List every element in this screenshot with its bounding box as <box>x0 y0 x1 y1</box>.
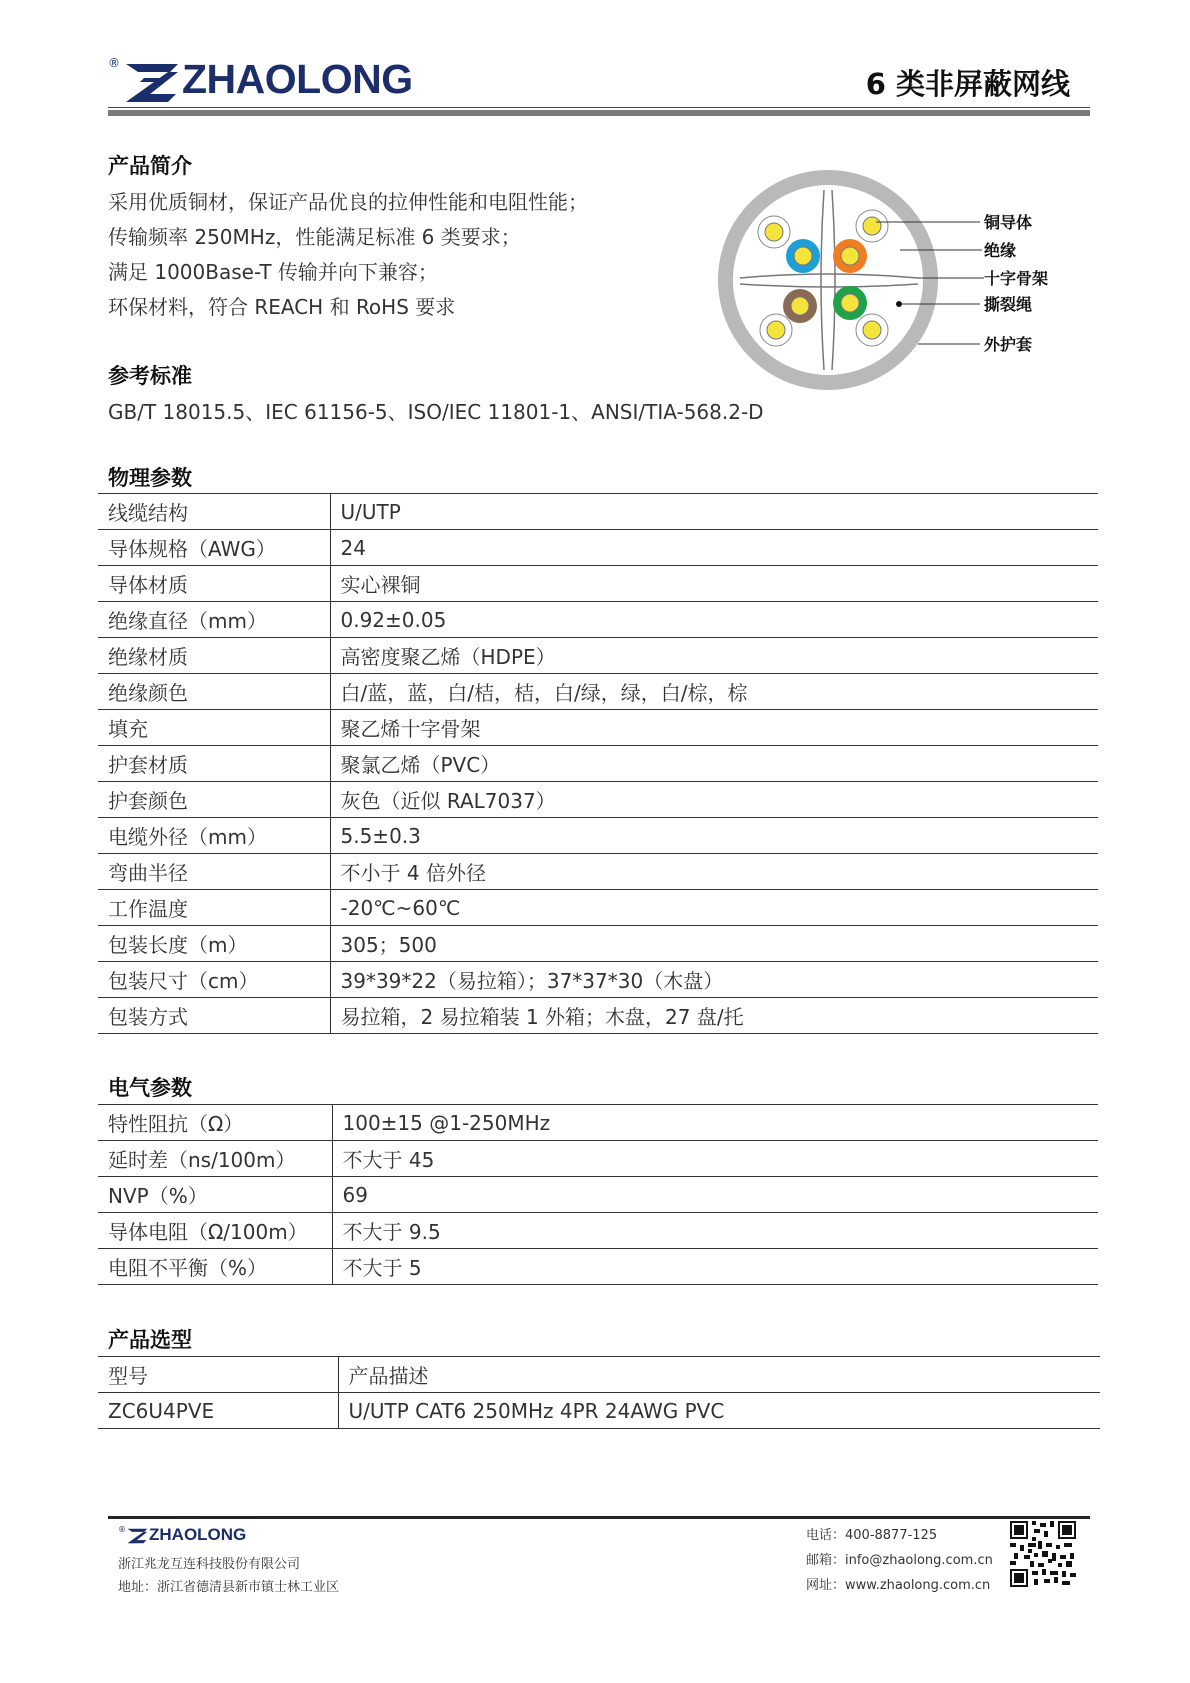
param-name-cell: 填充 <box>98 710 330 746</box>
param-name-cell: 工作温度 <box>98 890 330 926</box>
footer-email: 邮箱：info@zhaolong.com.cn <box>806 1553 993 1568</box>
selection-row <box>98 1393 1100 1429</box>
param-name-cell: 包装长度（m） <box>98 926 330 962</box>
footer-divider <box>108 1516 1090 1519</box>
param-name-cell: 绝缘颜色 <box>98 674 330 710</box>
param-value-cell: U/UTP CAT6 250MHz 4PR 24AWG PVC <box>338 1393 1100 1429</box>
document-title: 6 类非屏蔽网线 <box>865 67 1070 101</box>
physical-param-row <box>98 782 1098 818</box>
param-value-cell: 不小于 4 倍外径 <box>330 854 1098 890</box>
label-cross-filler: 十字骨架 <box>984 269 1049 288</box>
intro-line: 满足 1000Base-T 传输并向下兼容； <box>108 260 438 284</box>
param-value-cell: 不大于 45 <box>332 1141 1098 1177</box>
label-ripcord: 撕裂绳 <box>984 295 1033 314</box>
zhaolong-logo-icon <box>126 1528 148 1544</box>
ripcord-dot <box>896 301 902 307</box>
physical-params-table <box>98 493 1098 1034</box>
physical-param-row <box>98 566 1098 602</box>
physical-param-row <box>98 818 1098 854</box>
footer-brand: ZHAOLONG <box>149 1525 247 1544</box>
param-name-cell: 特性阻抗（Ω） <box>98 1105 332 1141</box>
qr-code-icon <box>1010 1521 1076 1587</box>
footer-phone: 电话：400-8877-125 <box>806 1528 938 1543</box>
param-name-cell: 护套材质 <box>98 746 330 782</box>
param-value-cell: 不大于 5 <box>332 1249 1098 1285</box>
param-name-cell: 线缆结构 <box>98 494 330 530</box>
footer-company: 浙江兆龙互连科技股份有限公司 <box>118 1557 301 1572</box>
physical-param-row <box>98 962 1098 998</box>
param-name-cell: 包装方式 <box>98 998 330 1034</box>
param-value-cell: 实心裸铜 <box>330 566 1098 602</box>
footer-logo <box>118 1524 246 1546</box>
intro-line: 环保材料，符合 REACH 和 RoHS 要求 <box>108 295 456 319</box>
physical-param-row <box>98 854 1098 890</box>
param-name-cell: 延时差（ns/100m） <box>98 1141 332 1177</box>
param-value-cell: 0.92±0.05 <box>330 602 1098 638</box>
param-name-cell: 电阻不平衡（%） <box>98 1249 332 1285</box>
registered-mark: ® <box>108 56 120 70</box>
electrical-title: 电气参数 <box>108 1076 192 1100</box>
param-name-cell: 导体规格（AWG） <box>98 530 330 566</box>
param-name-cell: 电缆外径（mm） <box>98 818 330 854</box>
param-value-cell: 69 <box>332 1177 1098 1213</box>
physical-param-row <box>98 638 1098 674</box>
physical-param-row <box>98 674 1098 710</box>
param-value-cell: 聚乙烯十字骨架 <box>330 710 1098 746</box>
param-value-cell: 易拉箱，2 易拉箱装 1 外箱；木盘，27 盘/托 <box>330 998 1098 1034</box>
header-divider-thin <box>108 107 1090 108</box>
label-insulation: 绝缘 <box>984 241 1017 260</box>
label-copper-conductor: 铜导体 <box>984 213 1033 232</box>
standards-text: GB/T 18015.5、IEC 61156-5、ISO/IEC 11801-1、ANSI/TIA-568.2-D <box>108 400 764 424</box>
label-outer-sheath: 外护套 <box>984 335 1033 354</box>
intro-title: 产品简介 <box>108 154 192 178</box>
param-name-cell: 绝缘材质 <box>98 638 330 674</box>
param-name-cell: 型号 <box>98 1357 338 1393</box>
intro-line: 传输频率 250MHz，性能满足标准 6 类要求； <box>108 225 521 249</box>
physical-title: 物理参数 <box>108 466 192 490</box>
cable-cross-section-diagram <box>700 160 1080 400</box>
param-value-cell: 305；500 <box>330 926 1098 962</box>
electrical-param-row <box>98 1213 1098 1249</box>
physical-param-row <box>98 926 1098 962</box>
param-value-cell: 24 <box>330 530 1098 566</box>
footer-address: 地址：浙江省德清县新市镇士林工业区 <box>118 1580 340 1595</box>
standards-title: 参考标准 <box>108 364 192 388</box>
param-value-cell: 不大于 9.5 <box>332 1213 1098 1249</box>
param-value-cell: 100±15 @1-250MHz <box>332 1105 1098 1141</box>
param-value-cell: 灰色（近似 RAL7037） <box>330 782 1098 818</box>
selection-row <box>98 1357 1100 1393</box>
electrical-param-row <box>98 1249 1098 1285</box>
param-value-cell: 白/蓝，蓝，白/桔，桔，白/绿，绿，白/棕，棕 <box>330 674 1098 710</box>
param-value-cell: -20℃~60℃ <box>330 890 1098 926</box>
param-value-cell: 产品描述 <box>338 1357 1100 1393</box>
param-value-cell: 聚氯乙烯（PVC） <box>330 746 1098 782</box>
param-value-cell: 39*39*22（易拉箱）；37*37*30（木盘） <box>330 962 1098 998</box>
param-name-cell: 导体电阻（Ω/100m） <box>98 1213 332 1249</box>
footer-registered-mark: ® <box>118 1525 126 1534</box>
physical-param-row <box>98 602 1098 638</box>
electrical-params-table <box>98 1104 1098 1285</box>
selection-table <box>98 1356 1100 1429</box>
zhaolong-logo-icon <box>122 62 180 104</box>
physical-param-row <box>98 890 1098 926</box>
physical-param-row <box>98 494 1098 530</box>
intro-line: 采用优质铜材，保证产品优良的拉伸性能和电阻性能； <box>108 190 588 214</box>
header-divider <box>108 110 1090 116</box>
param-name-cell: 包装尺寸（cm） <box>98 962 330 998</box>
electrical-param-row <box>98 1141 1098 1177</box>
electrical-param-row <box>98 1105 1098 1141</box>
footer-website: 网址：www.zhaolong.com.cn <box>806 1578 991 1593</box>
param-value-cell: 5.5±0.3 <box>330 818 1098 854</box>
param-name-cell: 护套颜色 <box>98 782 330 818</box>
param-name-cell: 绝缘直径（mm） <box>98 602 330 638</box>
param-value-cell: U/UTP <box>330 494 1098 530</box>
param-name-cell: 弯曲半径 <box>98 854 330 890</box>
physical-param-row <box>98 530 1098 566</box>
param-name-cell: NVP（%） <box>98 1177 332 1213</box>
param-name-cell: ZC6U4PVE <box>98 1393 338 1429</box>
param-value-cell: 高密度聚乙烯（HDPE） <box>330 638 1098 674</box>
brand-name: ZHAOLONG <box>182 56 413 102</box>
brand-logo <box>108 54 413 104</box>
selection-title: 产品选型 <box>108 1328 192 1352</box>
param-name-cell: 导体材质 <box>98 566 330 602</box>
physical-param-row <box>98 710 1098 746</box>
physical-param-row <box>98 998 1098 1034</box>
electrical-param-row <box>98 1177 1098 1213</box>
physical-param-row <box>98 746 1098 782</box>
